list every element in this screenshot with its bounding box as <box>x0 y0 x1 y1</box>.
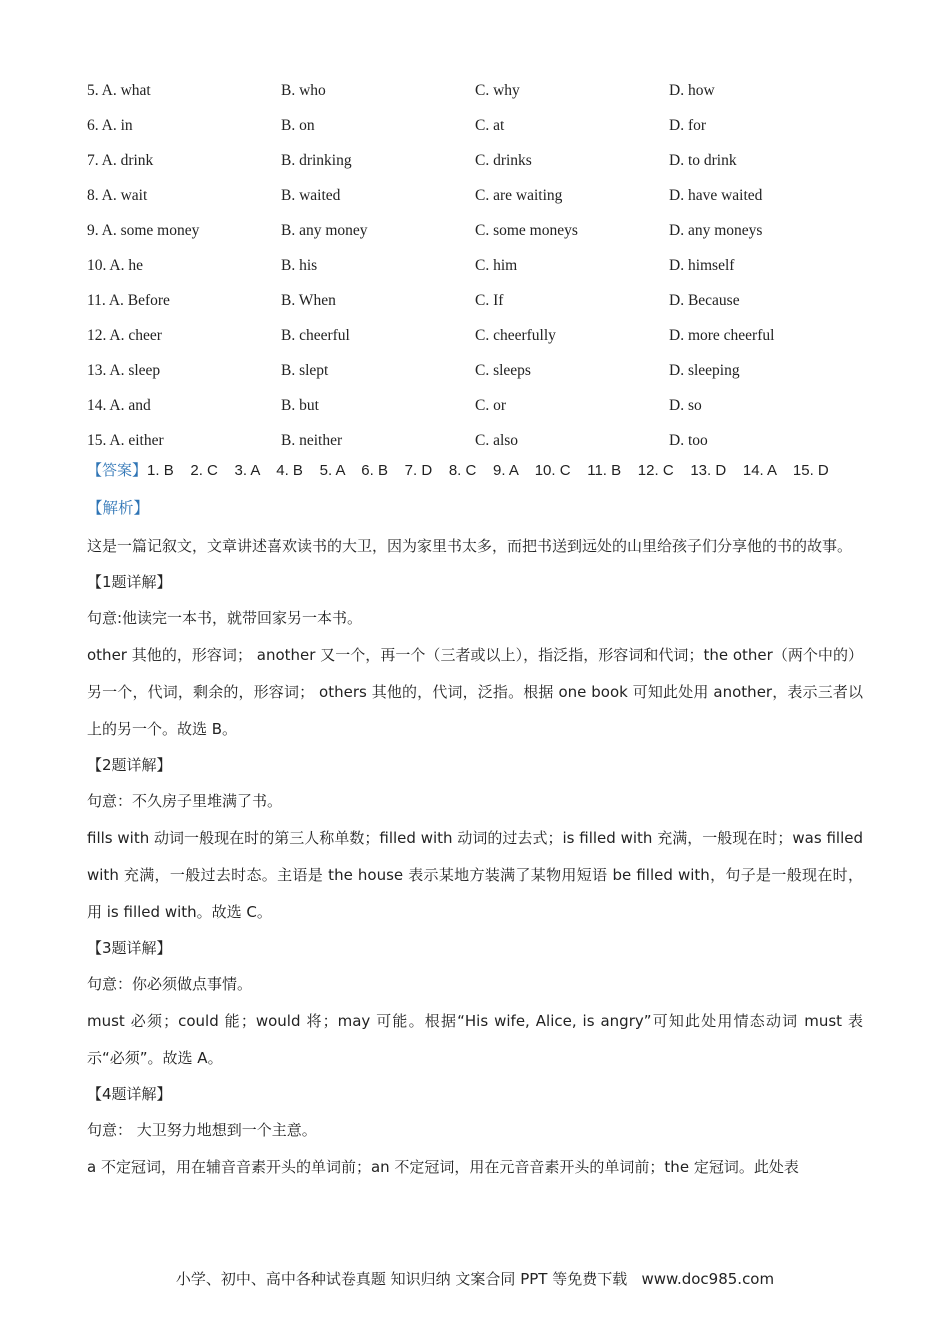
option-item: C. sleeps <box>475 361 531 379</box>
option-item: 7. A. drink <box>87 151 154 169</box>
option-item: D. Because <box>669 291 740 309</box>
option-row <box>87 108 877 143</box>
option-row <box>87 318 877 353</box>
option-item: B. drinking <box>281 151 352 169</box>
paragraph: 句意:他读完一本书，就带回家另一本书。 <box>87 609 363 627</box>
option-item: C. him <box>475 256 518 274</box>
option-item: 15. A. either <box>87 431 164 449</box>
option-item: 14. A. and <box>87 396 151 414</box>
option-item: B. who <box>281 81 326 99</box>
option-row <box>87 283 877 318</box>
paragraph: a 不定冠词，用在辅音音素开头的单词前；an 不定冠词，用在元音音素开头的单词前；the 定冠词。此处表 <box>87 1158 799 1176</box>
paragraph: fills with 动词一般现在时的第三人称单数；filled with 动词的过去式；is filled with 充满，一般现在时；was filled with 充满，一般过去时态。主语是 the house 表示某地方装满了某物用短语 be filled with，句子是一般现在时，用 is filled with。故选 C。 <box>87 829 863 921</box>
option-item: 13. A. sleep <box>87 361 161 379</box>
option-item: C. or <box>475 396 506 414</box>
option-row <box>87 213 877 248</box>
option-item: 10. A. he <box>87 256 143 274</box>
option-row <box>87 423 877 458</box>
paragraph: must 必须；could 能；would 将；may 可能。根据“His wife, Alice, is angry”可知此处用情态动词 must 表示“必须”。故选 A。 <box>87 1012 863 1067</box>
option-item: B. cheerful <box>281 326 350 344</box>
paragraph: 句意：不久房子里堆满了书。 <box>87 792 283 810</box>
paragraph: 这是一篇记叙文，文章讲述喜欢读书的大卫，因为家里书太多，而把书送到远处的山里给孩子们分享他的书的故事。 <box>87 537 853 555</box>
option-item: B. on <box>281 116 315 134</box>
option-item: C. also <box>475 431 519 449</box>
option-item: B. any money <box>281 221 368 239</box>
option-item: B. slept <box>281 361 329 379</box>
option-item: D. to drink <box>669 151 737 169</box>
option-item: B. When <box>281 291 336 309</box>
option-item: C. cheerfully <box>475 326 556 344</box>
option-item: 5. A. what <box>87 81 151 99</box>
options-table <box>87 73 877 458</box>
paragraph: 句意：你必须做点事情。 <box>87 975 253 993</box>
question-heading: 【3题详解】 <box>87 939 172 957</box>
option-row <box>87 388 877 423</box>
question-heading: 【4题详解】 <box>87 1085 172 1103</box>
option-item: 8. A. wait <box>87 186 148 204</box>
option-item: B. waited <box>281 186 341 204</box>
option-item: D. have waited <box>669 186 763 204</box>
option-item: D. so <box>669 396 702 414</box>
question-heading: 【2题详解】 <box>87 756 172 774</box>
paragraph: 句意： 大卫努力地想到一个主意。 <box>87 1121 317 1139</box>
option-item: 12. A. cheer <box>87 326 162 344</box>
option-item: C. If <box>475 291 504 309</box>
option-item: C. at <box>475 116 505 134</box>
analysis-body <box>87 528 863 1186</box>
option-item: 6. A. in <box>87 116 133 134</box>
option-item: 9. A. some money <box>87 221 200 239</box>
option-item: B. neither <box>281 431 343 449</box>
option-item: B. but <box>281 396 319 414</box>
option-item: C. drinks <box>475 151 532 169</box>
answer-tag: 【答案】 <box>87 461 148 479</box>
option-row <box>87 178 877 213</box>
option-item: D. too <box>669 431 708 449</box>
option-item: D. for <box>669 116 707 134</box>
option-item: C. why <box>475 81 520 99</box>
page-footer: 小学、初中、高中各种试卷真题 知识归纳 文案合同 PPT 等免费下载 www.doc985.com <box>175 1270 775 1288</box>
answer-line <box>87 459 829 480</box>
option-row <box>87 73 877 108</box>
question-heading: 【1题详解】 <box>87 573 172 591</box>
paragraph: other 其他的，形容词； another 又一个，再一个（三者或以上），指泛指，形容词和代词；the other（两个中的）另一个，代词，剩余的，形容词； others 其他的，代词，泛指。根据 one book 可知此处用 another，表示三者以上的另一个。故选 B。 <box>87 646 863 738</box>
option-item: D. any moneys <box>669 221 763 239</box>
option-item: D. sleeping <box>669 361 740 379</box>
option-item: D. how <box>669 81 715 99</box>
option-item: D. himself <box>669 256 735 274</box>
option-item: C. are waiting <box>475 186 563 204</box>
option-item: C. some moneys <box>475 221 578 239</box>
option-item: D. more cheerful <box>669 326 775 344</box>
answer-text: 1. B 2. C 3. A 4. B 5. A 6. B 7. D 8. C 9. A 10. C 11. B 12. C 13. D 14. A 15. D <box>147 462 829 479</box>
option-row <box>87 353 877 388</box>
option-item: 11. A. Before <box>87 291 170 309</box>
option-row <box>87 248 877 283</box>
analysis-tag: 【解析】 <box>87 499 150 517</box>
option-item: B. his <box>281 256 318 274</box>
option-row <box>87 143 877 178</box>
